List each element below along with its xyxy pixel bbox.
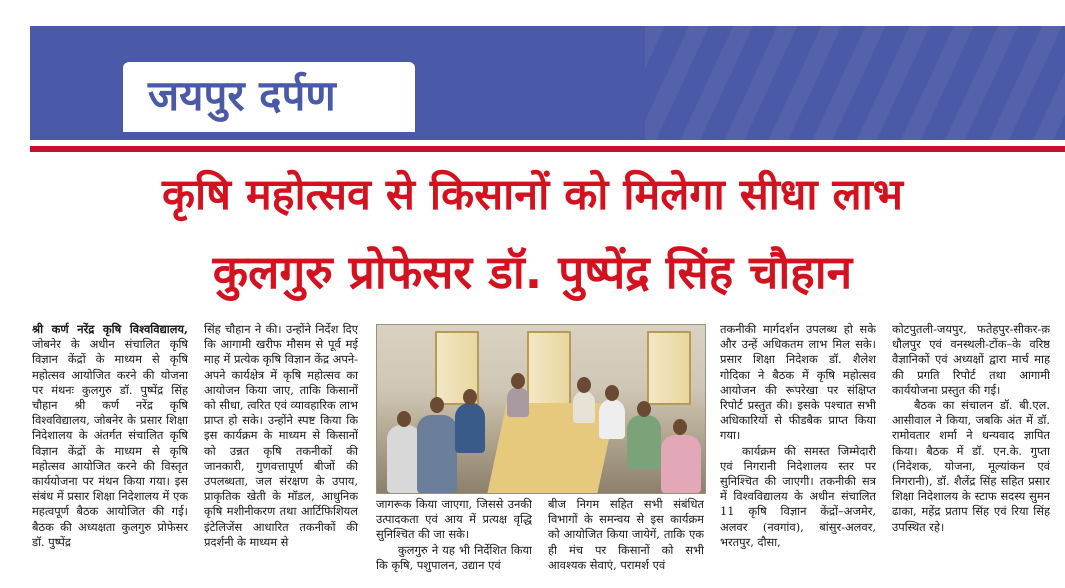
photo-person	[455, 403, 485, 453]
photo-person	[573, 391, 595, 423]
photo-person-head	[463, 389, 477, 405]
article-text: जागरूक किया जाएगा, जिससे उनकी उत्पादकता एवं आय में प्रत्यक्ष वृद्धि सुनिश्चित की जा सके।	[376, 497, 532, 542]
photo-person-head	[511, 373, 525, 389]
article-text: कार्यक्रम की समस्त जिम्मेदारी एवं निगरानी निदेशालय स्तर पर सुनिश्चित की जाएगी। तकनीकी सत्र में विश्वविद्यालय के अधीन संचालित 11 कृषि विज्ञान केंद्रों–अजमेर, अलवर (नवगांव), बांसुर-अलवर, भरतपुर, दौसा,	[720, 443, 876, 549]
photo-person	[661, 435, 701, 493]
article-column-1	[32, 322, 188, 588]
photo-person-head	[430, 397, 444, 413]
photo-person	[627, 415, 661, 469]
article-text: सिंह चौहान ने की। उन्होंने निर्देश दिए कि आगामी खरीफ मौसम से पूर्व मई माह में प्रत्येक कृषि विज्ञान केंद्र अपने-अपने कार्यक्षेत्र में कृषि महोत्सव का आयोजन किया जाए, ताकि किसानों को सीधा, त्वरित एवं व्यावहारिक लाभ प्राप्त हो सके। उन्होंने स्पष्ट किया कि इस कार्यक्रम के माध्यम से किसानों को उन्नत कृषि तकनीकों की जानकारी, गुणवत्तापूर्ण बीजों की उपलब्धता, जल संरक्षण के उपाय, प्राकृतिक खेती के मॉडल, आधुनिक कृषि मशीनीकरण तथा आर्टिफिशियल इंटेलिजेंस आधारित तकनीकों की प्रदर्शनी के माध्यम से	[204, 322, 358, 549]
photo-window	[527, 331, 571, 405]
headline-sub: कुलगुरु प्रोफेसर डॉ. पुष्पेंद्र सिंह चौहान	[212, 245, 853, 299]
headline-main: कृषि महोत्सव से किसानों को मिलेगा सीधा लाभ	[161, 170, 904, 220]
article-lead: श्री कर्ण नरेंद्र कृषि विश्वविद्यालय,	[32, 322, 188, 336]
article-column-4	[720, 322, 876, 588]
article-text: कोटपुतली-जयपुर, फतेहपुर-सीकर-क़ धौलपुर एवं वनस्थली-टोंक–के वरिष्ठ वैज्ञानिकों एवं अध्यक्षों द्वारा मार्च माह की प्रगति रिपोर्ट तथा आगामी कार्ययोजना प्रस्तुत की गई।	[892, 322, 1050, 397]
photo-person-head	[577, 377, 591, 393]
article-column-3b	[548, 497, 704, 588]
article-text: कुलगुरु ने यह भी निर्देशित किया कि कृषि, पशुपालन, उद्यान एवं	[376, 542, 532, 572]
article-text: जोबनेर के अधीन संचालित कृषि विज्ञान केंद्रों के माध्यम से कृषि महोत्सव आयोजित करने की योजना पर मंथनः कुलगुरु डॉ. पुष्पेंद्र सिंह चौहान श्री कर्ण नरेंद्र कृषि विश्वविद्यालय, जोबनेर के प्रसार शिक्षा निदेशालय के अंतर्गत संचालित कृषि विज्ञान केंद्रों के माध्यम से कृषि महोत्सव आयोजित करने की विस्तृत कार्ययोजना पर मंथन किया गया। इस संबंध में प्रसार शिक्षा निदेशालय में एक महत्वपूर्ण बैठक आयोजित की गई। बैठक की अध्यक्षता कुलगुरु प्रोफेसर डॉ. पुष्पेंद्र	[32, 337, 188, 549]
article-column-5	[892, 322, 1050, 588]
article-text: बैठक का संचालन डॉ. बी.एल. आसीवाल ने किया, जबकि अंत में डॉ. रामोवतार शर्मा ने धन्यवाद ज्ञापित किया। बैठक में डॉ. एन.के. गुप्ता (निदेशक, योजना, मूल्यांकन एवं निगरानी), डॉ. शैलेंद्र सिंह सहित प्रसार शिक्षा निदेशालय के स्टाफ सदस्य सुमन ढाका, महेंद्र प्रताप सिंह एवं रिया सिंह उपस्थित रहे।	[892, 398, 1050, 534]
photo-person-head	[605, 385, 619, 401]
red-divider	[30, 146, 1065, 152]
photo-window	[647, 331, 691, 405]
article-text: बीज निगम सहित सभी संबंधित विभागों के समन्वय से इस कार्यक्रम को आयोजित किया जायेगें, ताकि एक ही मंच पर किसानों को सभी आवश्यक सेवाएं, परामर्श एवं	[548, 497, 704, 572]
newspaper-title: जयपुर दर्पण	[148, 71, 336, 120]
photo-person	[417, 415, 457, 493]
photo-table	[487, 403, 616, 493]
photo-person	[599, 399, 625, 439]
photo-person	[387, 425, 421, 493]
meeting-photo	[376, 324, 706, 494]
article-text: तकनीकी मार्गदर्शन उपलब्ध हो सके और उन्हें अधिकतम लाभ मिल सके। प्रसार शिक्षा निदेशक डॉ. शैलेश गोदिका ने बैठक में कृषि महोत्सव आयोजन की रूपरेखा पर संक्षिप्त रिपोर्ट प्रस्तुत की। इसके पश्चात सभी अधिकारियों से फीडबैक प्राप्त किया गया।	[720, 322, 876, 443]
article-column-3a	[376, 497, 532, 588]
photo-person-head	[673, 419, 687, 435]
photo-person-head	[637, 401, 651, 417]
photo-person	[507, 387, 529, 417]
article-column-2	[204, 322, 358, 588]
photo-person-head	[397, 411, 411, 427]
masthead-pattern	[645, 26, 1065, 140]
